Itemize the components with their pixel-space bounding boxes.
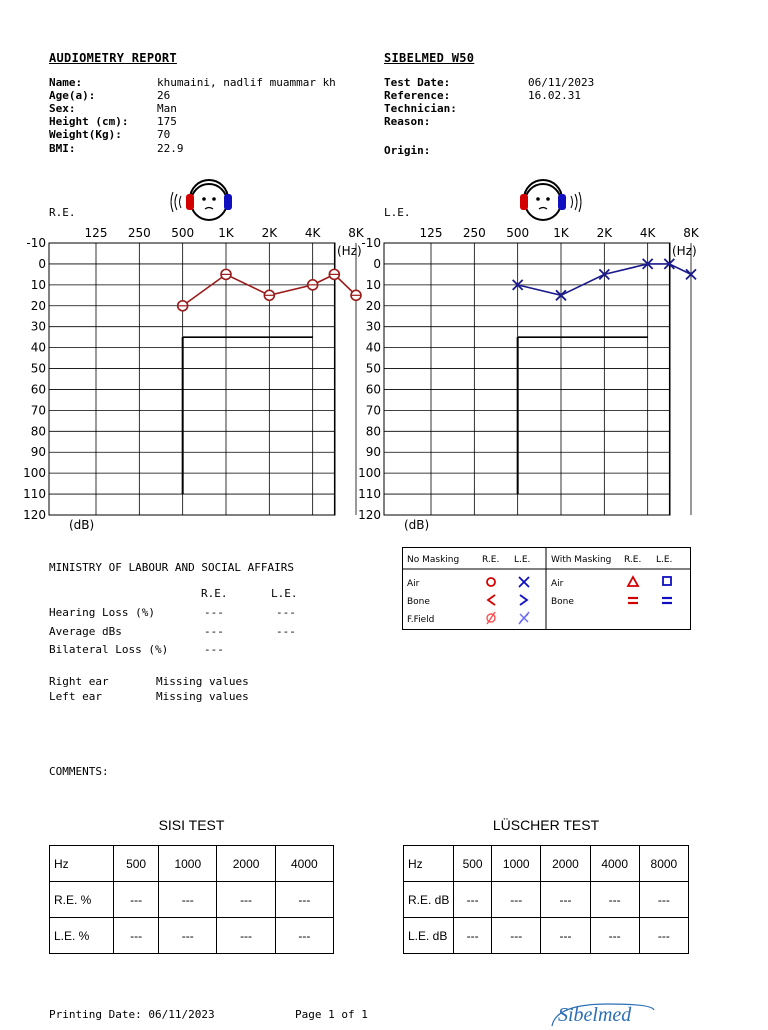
- le-y-tick-label: 50: [365, 361, 381, 376]
- re-y-tick-label: 40: [30, 340, 46, 355]
- re-y-tick-label: 20: [30, 298, 46, 313]
- page-number: Page 1 of 1: [295, 1008, 368, 1021]
- sibelmed-logo: [548, 1000, 658, 1024]
- re-x-unit: (Hz): [337, 244, 362, 258]
- re-y-tick-label: 100: [23, 466, 46, 481]
- technician-label: Technician:: [384, 102, 457, 115]
- luscher-cell: ---: [590, 882, 639, 918]
- legend-bone-label: Bone: [407, 597, 430, 607]
- sisi-header-hz: Hz: [50, 846, 114, 882]
- le-y-tick-label: 40: [365, 340, 381, 355]
- le-y-tick-label: -10: [361, 236, 381, 250]
- luscher-cell: ---: [639, 918, 688, 954]
- re-data-point: [221, 269, 231, 279]
- re-grid-frame: [49, 243, 335, 515]
- re-y-tick-label: 70: [30, 403, 46, 418]
- sisi-row-label: R.E. %: [50, 882, 114, 918]
- re-x-tick-label: 8K: [348, 226, 364, 240]
- le-x-tick-label: 250: [462, 226, 486, 240]
- hearing-loss-label: Hearing Loss (%): [49, 606, 155, 619]
- luscher-cell: ---: [492, 918, 541, 954]
- le-x-tick-label: 125: [419, 226, 443, 240]
- patient-height-value: 175: [157, 115, 177, 128]
- re-y-tick-label: 0: [38, 256, 46, 271]
- reference-value: 16.02.31: [528, 89, 581, 102]
- le-y-tick-label: 30: [365, 319, 381, 334]
- test-date-label: Test Date:: [384, 76, 451, 89]
- ministry-le-header: L.E.: [271, 587, 298, 600]
- luscher-cell: ---: [541, 918, 590, 954]
- average-dbs-re: ---: [204, 625, 224, 638]
- legend-re-header: R.E.: [482, 555, 500, 565]
- table-row: [404, 882, 689, 918]
- luscher-header-cell: 500: [454, 846, 492, 882]
- le-x-tick-label: 4K: [639, 226, 656, 240]
- patient-height-label: Height (cm):: [49, 115, 129, 128]
- test-date-value: 06/11/2023: [528, 76, 595, 89]
- hearing-loss-re: ---: [204, 606, 224, 619]
- re-x-tick-label: 125: [84, 226, 108, 240]
- luscher-header-cell: 8000: [639, 846, 688, 882]
- re-y-tick-label: 90: [30, 445, 46, 460]
- re-y-tick-label: 80: [30, 424, 46, 439]
- le-x-tick-label: 1K: [553, 226, 569, 240]
- re-y-tick-label: 30: [30, 319, 46, 334]
- sisi-cell: ---: [159, 918, 217, 954]
- right-ear-label: R.E.: [49, 206, 76, 219]
- patient-name-label: Name:: [49, 76, 83, 89]
- luscher-header-hz: Hz: [404, 846, 454, 882]
- le-y-tick-label: 60: [365, 382, 381, 397]
- luscher-row-label: R.E. dB: [404, 882, 454, 918]
- sisi-row-label: L.E. %: [50, 918, 114, 954]
- legend-no-masking: No Masking: [407, 555, 460, 565]
- average-dbs-label: Average dBs: [49, 625, 122, 638]
- re-y-tick-label: -10: [26, 236, 46, 250]
- re-y-tick-label: 10: [30, 277, 46, 292]
- table-row: [50, 882, 334, 918]
- re-y-tick-label: 60: [30, 382, 46, 397]
- le-y-tick-label: 10: [365, 277, 381, 292]
- average-dbs-le: ---: [276, 625, 296, 638]
- sisi-cell: ---: [114, 918, 159, 954]
- le-y-tick-label: 120: [358, 508, 381, 522]
- bilateral-loss-re: ---: [204, 643, 224, 656]
- patient-sex-label: Sex:: [49, 102, 76, 115]
- luscher-table: [403, 845, 689, 954]
- luscher-cell: ---: [590, 918, 639, 954]
- sisi-table: [49, 845, 334, 954]
- sisi-cell: ---: [217, 918, 275, 954]
- re-y-unit: (dB): [69, 518, 95, 532]
- le-x-tick-label: 2K: [596, 226, 613, 240]
- re-x-tick-label: 2K: [261, 226, 278, 240]
- legend-with-masking: With Masking: [551, 555, 612, 565]
- table-row: [50, 846, 334, 882]
- comments-label: COMMENTS:: [49, 765, 109, 778]
- sisi-cell: ---: [159, 882, 217, 918]
- re-x-tick-label: 250: [127, 226, 151, 240]
- legend-re-header-masked: R.E.: [624, 555, 642, 565]
- luscher-cell: ---: [639, 882, 688, 918]
- left-ear-head-icon: [502, 172, 584, 226]
- luscher-title: LÜSCHER TEST: [492, 817, 600, 833]
- table-row: [404, 846, 689, 882]
- sisi-title: SISI TEST: [158, 817, 225, 833]
- re-data-point: [351, 290, 361, 300]
- luscher-header-cell: 2000: [541, 846, 590, 882]
- patient-bmi-label: BMI:: [49, 142, 76, 155]
- luscher-row-label: L.E. dB: [404, 918, 454, 954]
- le-y-tick-label: 0: [373, 256, 381, 271]
- le-y-tick-label: 100: [358, 466, 381, 481]
- ministry-re-header: R.E.: [201, 587, 228, 600]
- sisi-cell: ---: [275, 882, 333, 918]
- left-ear-audiogram: [358, 222, 705, 537]
- le-x-tick-label: 8K: [683, 226, 699, 240]
- le-y-tick-label: 20: [365, 298, 381, 313]
- le-x-unit: (Hz): [672, 244, 697, 258]
- legend-air-label: Air: [407, 579, 420, 589]
- luscher-cell: ---: [492, 882, 541, 918]
- left-ear-status-value: Missing values: [156, 690, 249, 703]
- re-data-point: [178, 301, 188, 311]
- sisi-header-cell: 500: [114, 846, 159, 882]
- symbol-legend: [402, 547, 692, 631]
- re-x-tick-label: 1K: [218, 226, 234, 240]
- luscher-cell: ---: [541, 882, 590, 918]
- re-y-tick-label: 110: [23, 487, 46, 502]
- le-y-tick-label: 70: [365, 403, 381, 418]
- right-ear-audiogram: [23, 222, 370, 537]
- sisi-cell: ---: [217, 882, 275, 918]
- patient-sex-value: Man: [157, 102, 177, 115]
- origin-label: Origin:: [384, 144, 431, 157]
- legend-le-header-masked: L.E.: [656, 555, 673, 565]
- re-data-point: [264, 290, 274, 300]
- bilateral-loss-label: Bilateral Loss (%): [49, 643, 169, 656]
- left-ear-label: L.E.: [384, 206, 411, 219]
- right-ear-head-icon: [168, 172, 250, 226]
- le-grid-frame: [384, 243, 670, 515]
- le-y-tick-label: 90: [365, 445, 381, 460]
- luscher-cell: ---: [454, 882, 492, 918]
- luscher-header-cell: 1000: [492, 846, 541, 882]
- right-ear-status-value: Missing values: [156, 675, 249, 688]
- ministry-title: MINISTRY OF LABOUR AND SOCIAL AFFAIRS: [49, 561, 295, 574]
- left-ear-status-label: Left ear: [49, 690, 102, 703]
- re-data-point: [308, 280, 318, 290]
- sisi-header-cell: 1000: [159, 846, 217, 882]
- right-ear-status-label: Right ear: [49, 675, 109, 688]
- patient-name-value: khumaini, nadlif muammar kh: [157, 76, 336, 89]
- hearing-loss-le: ---: [276, 606, 296, 619]
- le-y-tick-label: 80: [365, 424, 381, 439]
- reference-label: Reference:: [384, 89, 451, 102]
- patient-age-label: Age(a):: [49, 89, 96, 102]
- printing-date: Printing Date: 06/11/2023: [49, 1008, 215, 1021]
- le-y-unit: (dB): [404, 518, 430, 532]
- device-title: SIBELMED W50: [384, 51, 475, 65]
- legend-air-masked-label: Air: [551, 579, 564, 589]
- patient-weight-label: Weight(Kg):: [49, 128, 122, 141]
- re-data-point: [329, 269, 339, 279]
- legend-bone-masked-label: Bone: [551, 597, 574, 607]
- sibelmed-logo-text: Sibelmed: [558, 1004, 632, 1026]
- re-x-tick-label: 500: [171, 226, 195, 240]
- patient-bmi-value: 22.9: [157, 142, 184, 155]
- table-row: [404, 918, 689, 954]
- sisi-header-cell: 4000: [275, 846, 333, 882]
- sisi-cell: ---: [114, 882, 159, 918]
- reason-label: Reason:: [384, 115, 431, 128]
- report-title: AUDIOMETRY REPORT: [49, 51, 177, 65]
- legend-ffield-label: F.Field: [407, 615, 435, 625]
- le-x-tick-label: 500: [506, 226, 530, 240]
- re-y-tick-label: 50: [30, 361, 46, 376]
- legend-le-header: L.E.: [514, 555, 531, 565]
- re-x-tick-label: 4K: [304, 226, 321, 240]
- table-row: [50, 918, 334, 954]
- sisi-cell: ---: [275, 918, 333, 954]
- patient-weight-value: 70: [157, 128, 171, 141]
- re-y-tick-label: 120: [23, 508, 46, 522]
- luscher-header-cell: 4000: [590, 846, 639, 882]
- sisi-header-cell: 2000: [217, 846, 275, 882]
- luscher-cell: ---: [454, 918, 492, 954]
- le-y-tick-label: 110: [358, 487, 381, 502]
- patient-age-value: 26: [157, 89, 171, 102]
